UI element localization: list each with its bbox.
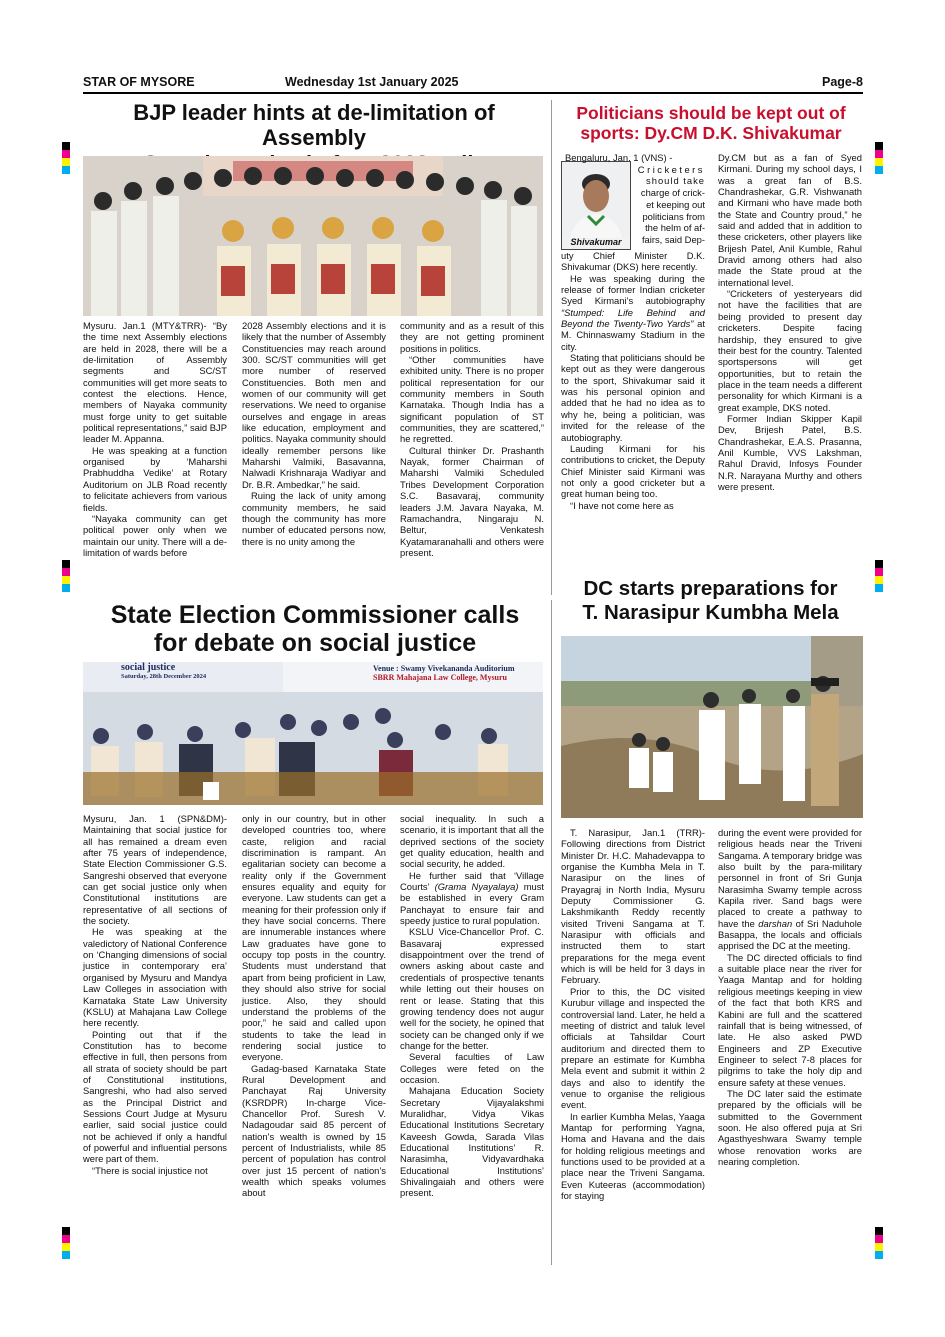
story2-column-2: [718, 152, 862, 492]
story4-headline: [556, 577, 865, 624]
story4-photo: [561, 636, 863, 818]
color-registration-mark: [875, 1227, 883, 1259]
color-registration-mark: [62, 560, 70, 592]
newspaper-name: STAR OF MYSORE: [83, 75, 195, 89]
paragraph: T. Narasipur, Jan.1 (TRR)- Following directions from District Minister Dr. H.C. Mahadevappa to organise the Kumbha Mela in T. Narasipur on the lines of Prayagraj in North India, Mysuru Deputy Commissioner G. Lakshmikanth Reddy recently visited Triveni Sangama at T. Narasipur with officials and instructed them to start preparations for the mega event which is will be held for 3 days in February.: [561, 827, 705, 986]
line: Cricketers: [637, 163, 705, 175]
text-run: He further said that ‘Village Courts’: [400, 869, 544, 893]
paragraph: “Nayaka community can get political power only when we maintain our unity. There will a de-limitation of wards before: [83, 512, 227, 558]
story2-portrait-photo: [561, 161, 631, 250]
paragraph: In earlier Kumbha Melas, Yaaga Mantap for performing Yagna, Homa and Havana and the dais for holding religious meetings and functions used to be provided at a place near the Triveni Sangama. Even Kuteeras (accommodation) for staying: [561, 1110, 705, 1201]
color-registration-mark: [875, 142, 883, 174]
story1-photo: [83, 156, 543, 316]
text-run: at M. Chinnaswamy Stadium in the city.: [561, 318, 705, 352]
paragraph: community and as a result of this they are not getting prominent positions in politics.: [400, 320, 544, 354]
paragraph: Gadag-based Karnataka State Rural Development and Panchayat Raj University (KSRDPR) In-charge Vice-Chancellor Prof. Suresh V. Nadagoudar said 85 percent of nation’s wealth is owned by 15 percent of Industrialists, while 85 percent of population has control over just 15 percent of nation’s wealth which speaks volumes about: [242, 1062, 386, 1199]
line: et keeping out: [646, 198, 705, 210]
story2-headline-line2: sports: Dy.CM D.K. Shivakumar: [580, 123, 842, 144]
paragraph: Ruing the lack of unity among community members, he said though the community has more number of educated persons now, there is no unity among the: [242, 490, 386, 547]
paragraph: Prior to this, the DC visited Kurubur village and inspected the controversial land. Later, he held a meeting of district and taluk level officials at Tahsildar Court auditorium and directed them to prepare an estimate for Kumbha Mela event and submit it within 2 days and also to identify the venue to organise the religious event.: [561, 985, 705, 1111]
paragraph: He was speaking at the valedictory of National Conference on ‘Changing dimensions of social justice in contemporary era’ organised by Mysuru and Mandya Law Colleges in association with Karnataka State Law University (KSLU) at Mahajana Law College here recently.: [83, 926, 227, 1029]
line: politicians from: [642, 210, 705, 222]
story3-column-2: [242, 813, 386, 1199]
story2-column-1: [561, 250, 705, 511]
page-header: [83, 74, 863, 94]
event-banner-right: [373, 664, 541, 688]
line: fairs, said Dep-: [641, 233, 705, 245]
line: charge of crick-: [640, 187, 705, 199]
paragraph: Former Indian Skipper Kapil Dev, Brijesh Patel, B.S. Chandrashekar, E.A.S. Prasanna, Anil Kumble, VVS Lakshman, Rahul Dravid, Infosys Founder N.R. Narayana Murthy and others were present.: [718, 412, 862, 492]
banner-venue: Venue : Swamy Vivekananda Auditorium: [373, 664, 515, 673]
paragraph: Pointing out that if the Constitution has to become effective in full, then persons from all strata of society should be part of Constitutional institutions, Sangreshi, who had also served as the Principal District and Sessions Court Judge at Mysuru earlier, said social justice could not be achieved if only a handful of powerful and influential persons were part of them.: [83, 1028, 227, 1165]
text-run: of Sri Naduhole Basappa, the locals and officials apprised the DC at the meeting.: [718, 917, 862, 952]
paragraph: The DC later said the estimate prepared by the officials will be submitted to the Government soon. He also offered puja at Sri Agasthyeshwara Swamy temple whose renovation works are nearing completion.: [718, 1087, 862, 1167]
story2-headline-line1: Politicians should be kept out of: [576, 103, 846, 123]
story1-headline-line1: BJP leader hints at de-limitation of Assembly: [133, 100, 495, 151]
paragraph: [718, 827, 862, 952]
paragraph: [400, 870, 544, 927]
paragraph: “There is social injustice not: [92, 1164, 208, 1176]
text-run: He was speaking during the release of former Indian cricketer Syed Kirmani’s autobiography: [561, 272, 705, 307]
story1-column-1: [83, 320, 227, 558]
riverbank-inspection-photo: [561, 636, 863, 818]
paragraph: Stating that politicians should be kept out as they were dangerous to the sport, Shivakumar said it was his personal opinion and added that he had no idea as to why he, being a politician, was invited for the release of the autobiography.: [561, 352, 705, 443]
paragraph: “Cricketers of yesteryears did not have the facilities that are being provided to present day cricketers. Despite facing hardship, they ensured to give their best for the country. Talented sportspersons will get opportunities, but to retain the place in the team needs a different personality for which Kirmani is a great example, DKS noted.: [718, 288, 862, 413]
story2-headline: [558, 103, 864, 143]
color-registration-mark: [62, 142, 70, 174]
banner-college: SBRR Mahajana Law College, Mysuru: [373, 673, 508, 682]
story3-headline: [80, 601, 550, 658]
paragraph: Lauding Kirmani for his contributions to cricket, the Deputy Chief Minister said Kirmani was not only a good cricketer but a great human being too.: [561, 442, 705, 500]
story3-column-1: [83, 813, 227, 1176]
page-number: Page-8: [822, 75, 863, 89]
italic-term: darshan: [758, 917, 793, 929]
paragraph: Mysuru, Jan. 1 (SPN&DM)- Maintaining that social justice for all has remained a dream even after 75 years of independence, State Election Commissioner G.S. Sangreshi observed that everyone can get social justice only when Constitutional institutions are representative of all sections of the society.: [83, 813, 227, 927]
line: Bengaluru, Jan. 1 (VNS) -: [565, 152, 673, 163]
paragraph: 2028 Assembly elections and it is likely that the number of Assembly Constituencies may reach around 300. SC/ST communities will get more number of reserved Constituencies. Both men and women of our community will get reservations. We need to organise ourselves and engage in areas like education, employment and politics. Nayaka community should ideally remember persons like Maharshi Valmiki, Basavanna, Nalwadi Krishnaraja Wadiyar and Dr. B.R. Ambedkar,” he said.: [242, 320, 386, 490]
column-divider: [551, 600, 552, 1265]
paragraph: He was speaking at a function organised by ‘Maharshi Prabhuddha Vedike’ at Rotary Auditorium on JLB Road recently to felicitate achievers from various fields.: [83, 444, 227, 513]
paragraph: uty Chief Minister D.K. Shivakumar (DKS) here recently.: [561, 250, 705, 273]
italic-term: (Grama Nyayalaya): [434, 881, 519, 893]
story4-headline-line1: DC starts preparations for: [583, 577, 838, 600]
paragraph: Mahajana Education Society Secretary Vijayalakshmi Muralidhar, Vidya Vikas Educational Institutions Secretary Kaveesh Gowda, Sarada Vilas Educational Institutions’ R. Narasimha, Vidyavardhaka Educational Institutions’ Shivalingaiah and others were present.: [400, 1085, 544, 1199]
story1-column-2: [242, 320, 386, 547]
paragraph: [561, 273, 705, 352]
story3-column-3: [400, 813, 544, 1199]
portrait-image: [562, 162, 630, 238]
paragraph: Several faculties of Law Colleges were feted on the occasion.: [400, 1051, 544, 1085]
text-run: during the event were provided for religious heads near the Triveni Sangama. A temporary bridge was also built by the para-military personnel in front of Sri Gunja Narasimha Swamy temple across Kapila river. Sand bags were placed to create a pathway to have the: [718, 827, 862, 929]
paragraph: Mysuru. Jan.1 (MTY&TRR)- “By the time next Assembly elections are held in 2028, there will be a de-limitation of Assembly segments and SC/ST communities will get more seats to contest the elections. Hence, members of Nayaka community must forge unity to get suitable political representations,” said BJP leader M. Appanna.: [83, 320, 227, 445]
paragraph: social inequality. In such a scenario, it is important that all the deprived sections of the society get quality education, health and social security, he added.: [400, 813, 544, 870]
paragraph: KSLU Vice-Chancellor Prof. C. Basavaraj expressed disappointment over the trend of owners asking about caste and credentials of prospective tenants while letting out their houses on rent or lease. Stating that this growing tendency does not augur well for the society, he opined that society can be changed only if we change for the better.: [400, 926, 544, 1051]
paragraph: The DC directed officials to find a suitable place near the river for Yaaga Mantap and for holding religious meetings keeping in view of the fact that both KRS and Kabini are full and the scattered rainfall that is being witnessed, of late. He also asked PWD Engineers and ZP Executive Engineer to select 7-8 places for pilgrims to take the holy dip and ensure safety at these venues.: [718, 951, 862, 1088]
banner-date: Saturday, 28th December 2024: [121, 673, 207, 680]
paragraph: only in our country, but in other developed countries too, where caste, religion and racial discrimination is rampant. An egalitarian society can become a reality only if the Government ensures equality and equity for everyone. Law students can get a meaning for their profession only if they have social concerns. There are innumerable instances where Law graduates have gone to occupy top posts in the country. Students must understand that apart from being proficient in Law, they should also strive for social justice. Also, they should understand the problems of the poor,” he said and called upon students to take the lead in rendering social justice to everyone.: [242, 813, 386, 1063]
story4-column-2: [718, 827, 862, 1167]
color-registration-mark: [62, 1227, 70, 1259]
column-divider: [551, 100, 552, 595]
paragraph: “I have not come here as: [570, 499, 674, 511]
line: should take: [646, 175, 705, 187]
issue-date: Wednesday 1st January 2025: [285, 75, 459, 89]
story4-column-1: [561, 827, 705, 1201]
text-run: must be established in every Gram Panchayat to ensure fair and speedy justice to rural population.: [400, 881, 545, 927]
paragraph: Cultural thinker Dr. Prashanth Nayak, former Chairman of Maharshi Valmiki Scheduled Tribes Development Corporation S.C. Basavaraj, community leaders J.M. Javara Nayaka, M. Ramachandra, Ningaraju N. Beltur, Venkatesh Kyatamaranahalli and others were present.: [400, 444, 544, 558]
event-banner-left: [121, 662, 241, 680]
paragraph: Dy.CM but as a fan of Syed Kirmani. During my school days, I was a great fan of B.S. Chandrashekar, G.R. Vishwanath and Kirmani who have made both the State and Country proud,” he said and added that in addition to these cricketers, other players like Brijesh Patel, Anil Kumble, Rahul Dravid among others had also made the State proud at the international level.: [718, 152, 862, 288]
story1-column-3: [400, 320, 544, 558]
story4-headline-line2: T. Narasipur Kumbha Mela: [582, 600, 839, 624]
paragraph: “Other communities have exhibited unity. There is no proper political representation for our community members in South Karnataka. Though India has a significant population of ST communities, they are scattered,” he regretted.: [400, 354, 544, 445]
story3-photo: [83, 662, 543, 805]
book-title: “Stumped: Life Behind and Beyond the Twenty-Two Yards”: [561, 306, 705, 330]
line: the helm of af-: [645, 222, 705, 234]
story3-headline-line2: for debate on social justice: [153, 629, 477, 658]
story3-headline-line1: State Election Commissioner calls: [110, 601, 520, 629]
color-registration-mark: [875, 560, 883, 592]
group-felicitation-photo: [83, 156, 543, 316]
photo-caption: Shivakumar: [570, 237, 622, 247]
banner-title: social justice: [121, 662, 176, 673]
